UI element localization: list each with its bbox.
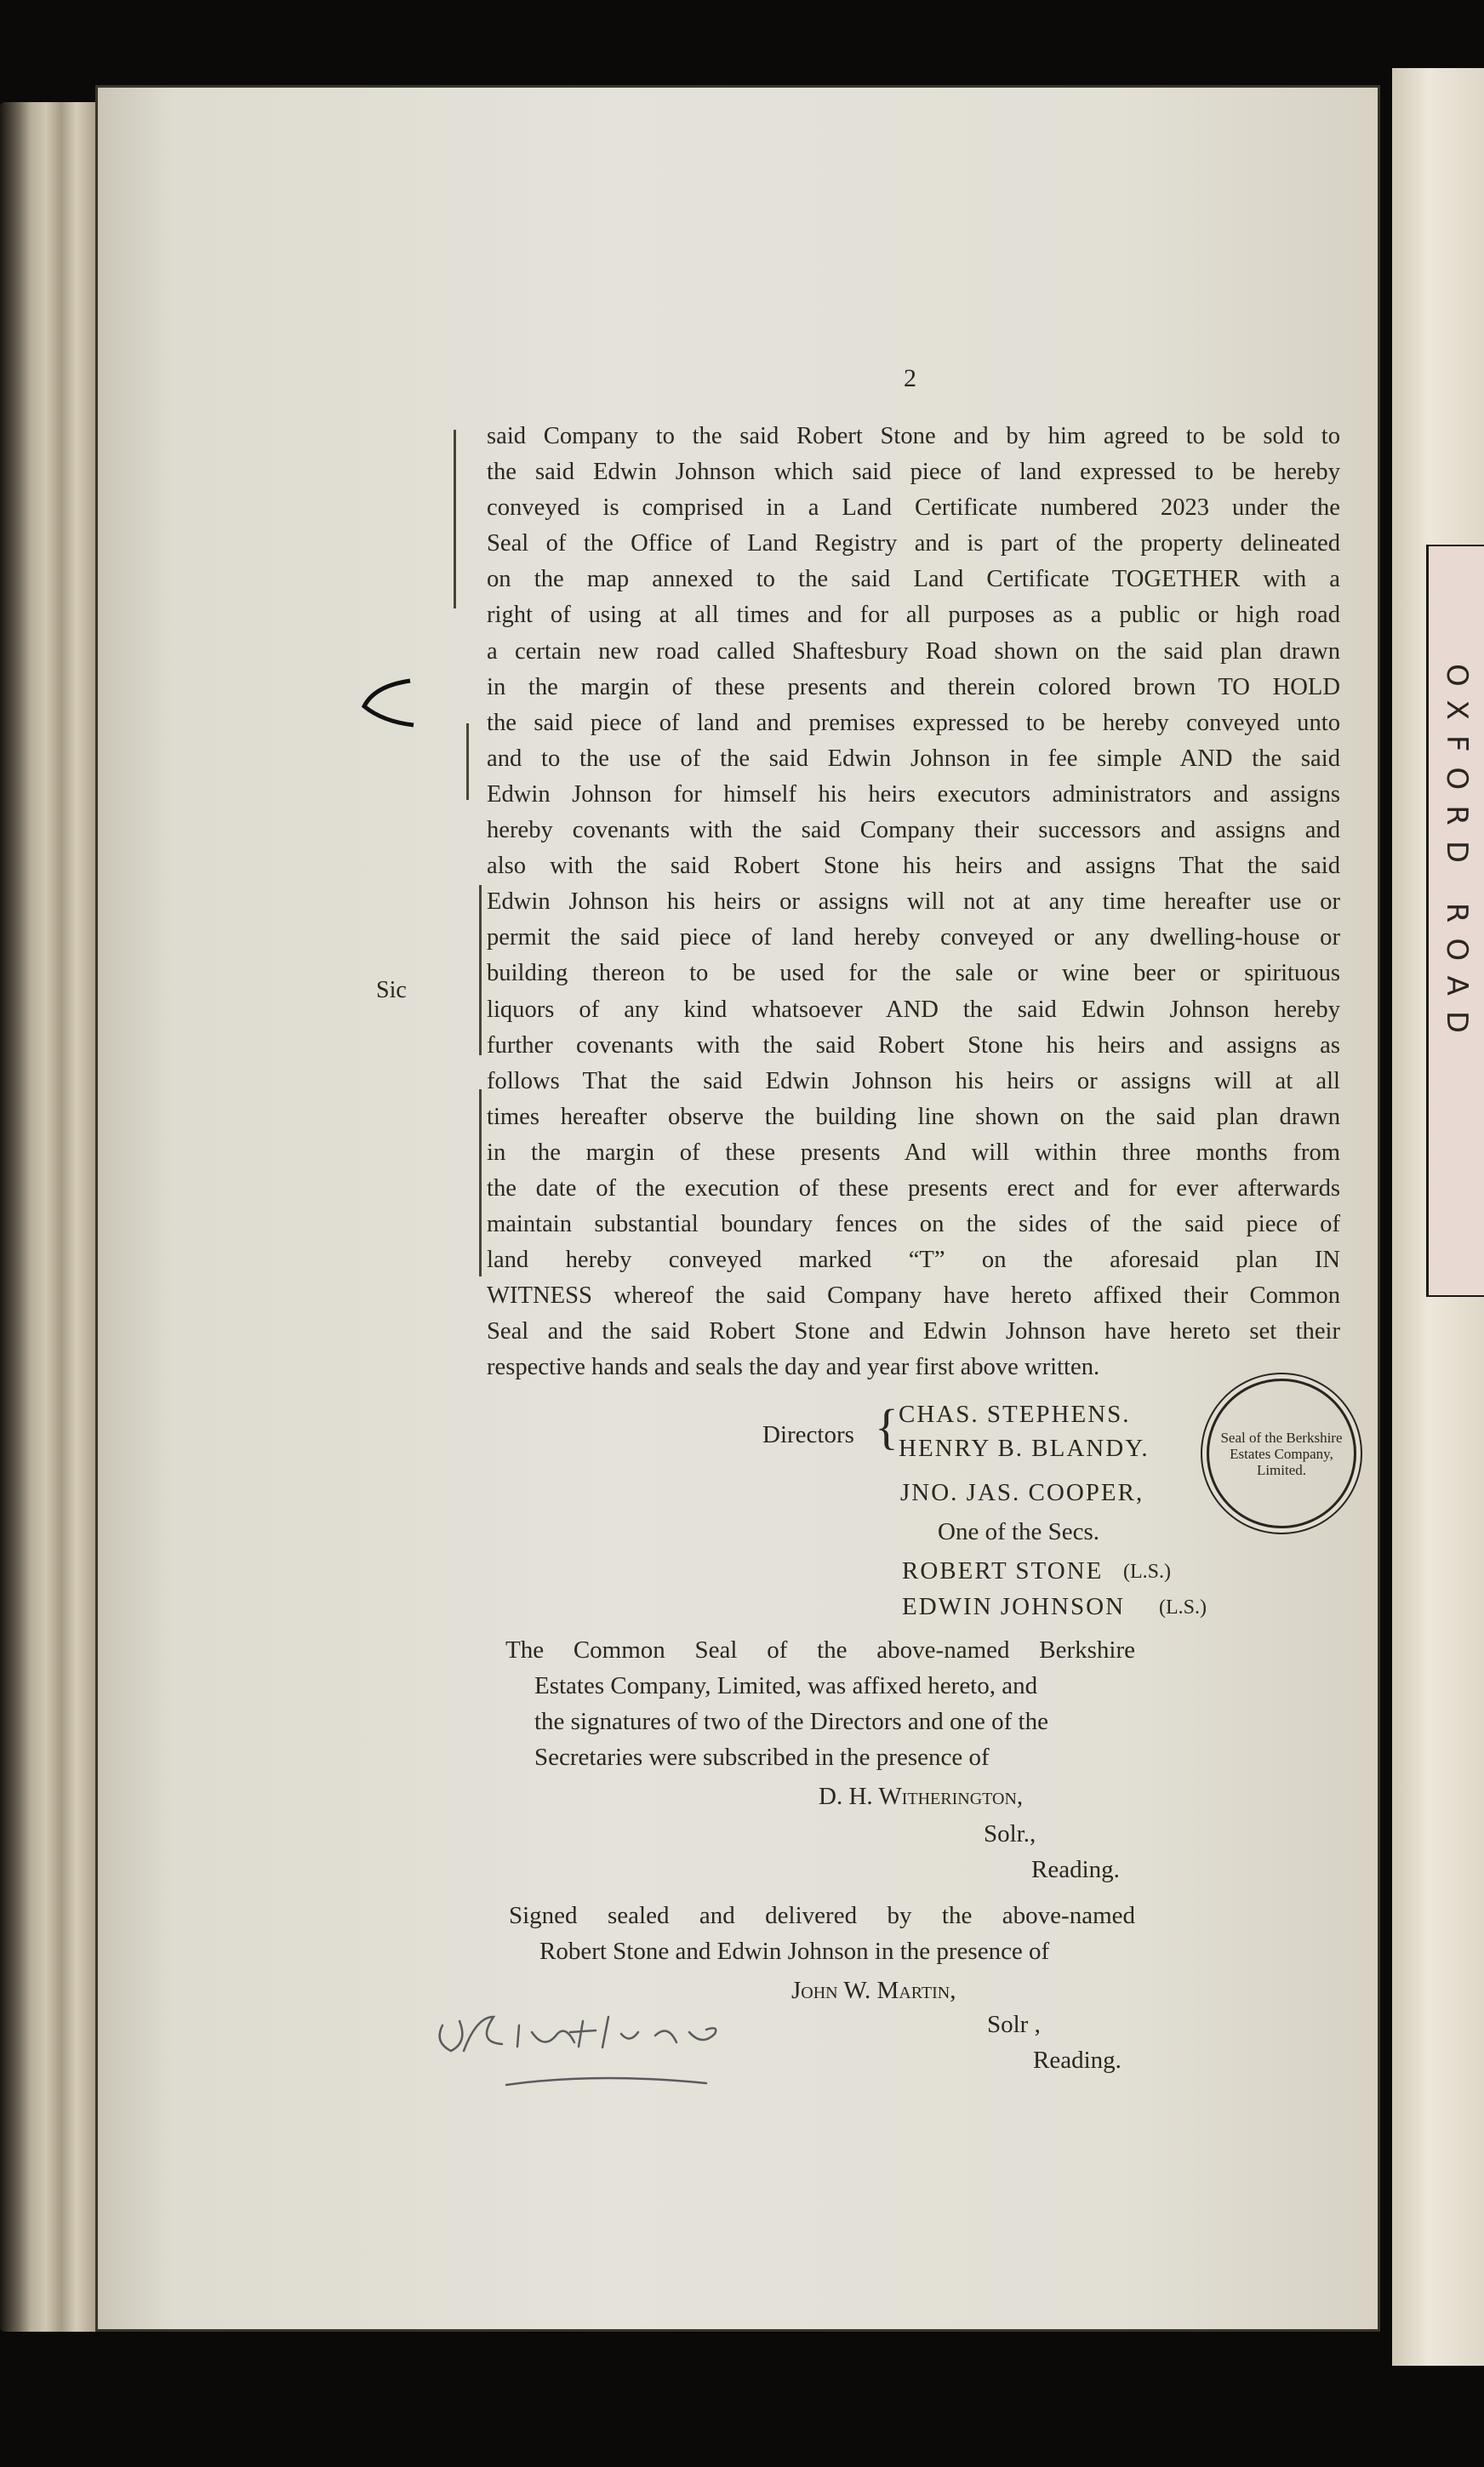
- company-attestation: [505, 1632, 1135, 1775]
- attestation-line: the signatures of two of the Directors and one of the: [534, 1708, 1048, 1735]
- page-number: 2: [904, 364, 916, 392]
- text-line: conveyed is comprised in a Land Certificate numbered 2023 under the: [487, 494, 1340, 522]
- attestation-line: Signed sealed and delivered by the above-named: [509, 1902, 1135, 1929]
- party-signature-1: ROBERT STONE: [902, 1557, 1104, 1585]
- text-line: hereby covenants with the said Company their successors and assigns and: [487, 817, 1340, 844]
- company-witness-title: Solr.,: [984, 1820, 1036, 1847]
- secretary-role: One of the Secs.: [938, 1518, 1100, 1545]
- text-line: Seal of the Office of Land Registry and is part of the property delineated: [487, 530, 1340, 557]
- text-line: Edwin Johnson his heirs or assigns will not at any time hereafter use or: [487, 888, 1340, 916]
- text-line: Edwin Johnson for himself his heirs executors administrators and assigns: [487, 780, 1340, 808]
- text-line: in the margin of these presents And will within three months from: [487, 1139, 1340, 1166]
- text-line: on the map annexed to the said Land Certificate TOGETHER with a: [487, 566, 1340, 593]
- text-line: a certain new road called Shaftesbury Road shown on the said plan drawn: [487, 637, 1340, 665]
- book-page-edges: [0, 102, 102, 2332]
- text-line: the said Edwin Johnson which said piece of land expressed to be hereby: [487, 459, 1340, 486]
- ls-mark: (L.S.): [1159, 1596, 1207, 1619]
- margin-pencil-line: [454, 430, 456, 608]
- secretary-signature: JNO. JAS. COOPER,: [900, 1479, 1144, 1506]
- text-line: right of using at all times and for all purposes as a public or high road: [487, 602, 1340, 629]
- ls-mark: (L.S.): [1123, 1561, 1171, 1583]
- company-seal: [1207, 1379, 1356, 1528]
- attestation-line: Secretaries were subscribed in the presence of: [534, 1744, 990, 1771]
- text-line: liquors of any kind whatsoever AND the said Edwin Johnson hereby: [487, 996, 1340, 1023]
- margin-pencil-line: [479, 1089, 482, 1276]
- text-line: WITNESS whereof the said Company have hereto affixed their Common: [487, 1282, 1340, 1310]
- parties-witness-title: Solr ,: [987, 2011, 1041, 2038]
- company-witness-place: Reading.: [1031, 1856, 1120, 1883]
- margin-pencil-line: [479, 885, 482, 1055]
- parties-witness-name: John W. Martin,: [791, 1977, 956, 2004]
- attestation-line: Robert Stone and Edwin Johnson in the presence of: [539, 1938, 1050, 1965]
- text-line: permit the said piece of land hereby conveyed or any dwelling-house or: [487, 924, 1340, 951]
- director-signature-2: HENRY B. BLANDY.: [899, 1435, 1150, 1462]
- road-label-text: OXFORD ROAD: [1440, 664, 1474, 1049]
- director-signature-1: CHAS. STEPHENS.: [899, 1401, 1131, 1428]
- party-signature-2: EDWIN JOHNSON: [902, 1593, 1126, 1620]
- seal-text: Seal of the Berkshire Estates Company, Limited.: [1220, 1429, 1343, 1478]
- text-line: follows That the said Edwin Johnson his heirs or assigns will at all: [487, 1067, 1340, 1094]
- margin-note: Sic: [376, 977, 407, 1003]
- text-line: building thereon to be used for the sale or wine beer or spirituous: [487, 960, 1340, 987]
- handwritten-annotation: [425, 1991, 766, 2102]
- margin-pencil-line: [466, 723, 469, 800]
- text-line: the said piece of land and premises expressed to be hereby conveyed unto: [487, 709, 1340, 736]
- text-line: respective hands and seals the day and year first above written.: [487, 1354, 1100, 1381]
- text-line: further covenants with the said Robert Stone his heirs and assigns as: [487, 1031, 1340, 1059]
- margin-chevron-mark: [357, 674, 417, 734]
- parties-witness-place: Reading.: [1033, 2047, 1122, 2074]
- text-line: said Company to the said Robert Stone and by him agreed to be sold to: [487, 423, 1340, 449]
- text-line: times hereafter observe the building line shown on the said plan drawn: [487, 1103, 1340, 1130]
- directors-label: Directors: [762, 1421, 854, 1448]
- brace-glyph: {: [875, 1399, 899, 1454]
- company-witness-name: D. H. Witherington,: [819, 1783, 1024, 1810]
- attestation-line: The Common Seal of the above-named Berkshire: [505, 1636, 1135, 1664]
- parties-attestation: [509, 1898, 1135, 1969]
- text-line: maintain substantial boundary fences on the sides of the said piece of: [487, 1211, 1340, 1238]
- text-line: and to the use of the said Edwin Johnson in fee simple AND the said: [487, 745, 1340, 772]
- attestation-line: Estates Company, Limited, was affixed hereto, and: [534, 1672, 1038, 1699]
- text-line: Seal and the said Robert Stone and Edwin Johnson have hereto set their: [487, 1318, 1340, 1345]
- text-line: in the margin of these presents and therein colored brown TO HOLD: [487, 673, 1340, 700]
- text-line: the date of the execution of these presents erect and for ever afterwards: [487, 1174, 1340, 1202]
- text-line: also with the said Robert Stone his heirs and assigns That the said: [487, 853, 1340, 880]
- deed-body-text: [487, 419, 1340, 1386]
- text-line: land hereby conveyed marked “T” on the aforesaid plan IN: [487, 1247, 1340, 1274]
